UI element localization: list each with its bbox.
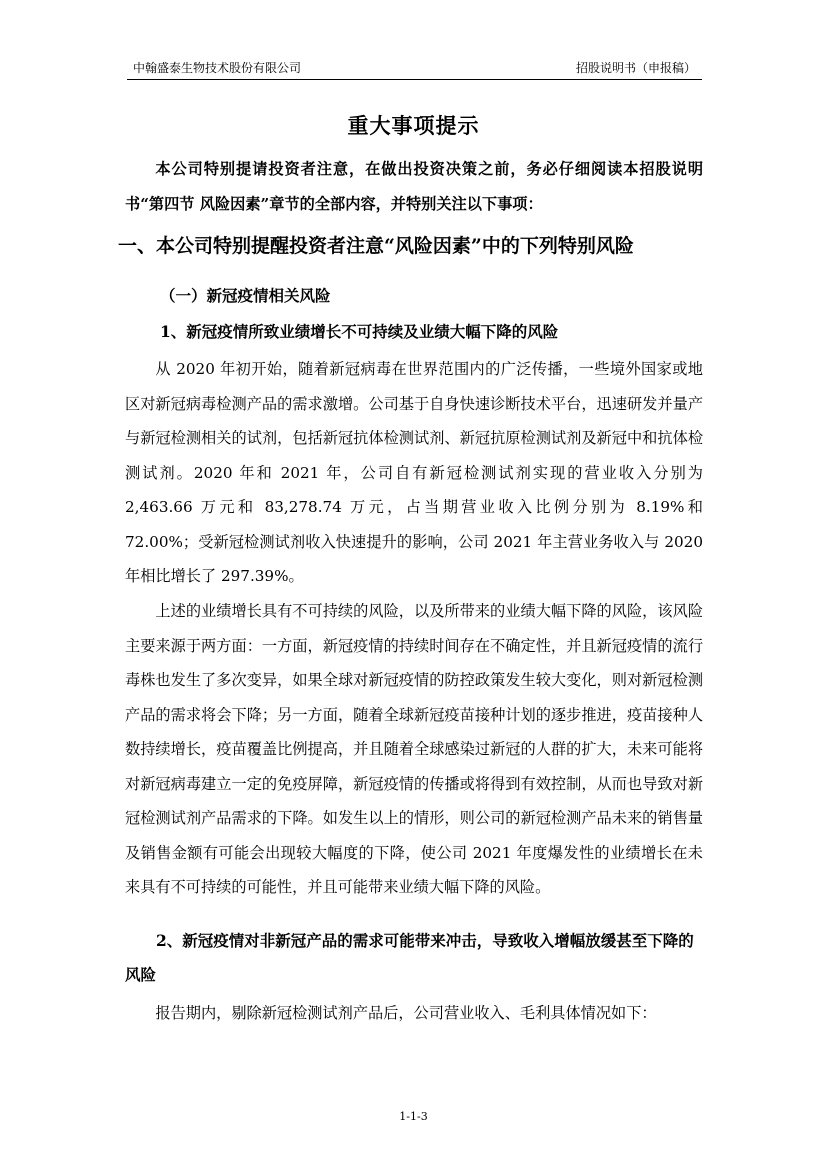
section-heading-1: 一、本公司特别提醒投资者注意“风险因素”中的下列特别风险 bbox=[118, 235, 634, 257]
item1-heading: 1、新冠疫情所致业绩增长不可持续及业绩大幅下降的风险 bbox=[160, 322, 559, 341]
item2-heading-block bbox=[125, 924, 703, 992]
header-company-name: 中翰盛泰生物技术股份有限公司 bbox=[133, 61, 302, 75]
page-header bbox=[127, 57, 702, 80]
page-number: 1-1-3 bbox=[399, 1110, 428, 1123]
item1-paragraph-2-block bbox=[125, 594, 703, 905]
header-document-type: 招股说明书（申报稿） bbox=[575, 61, 696, 75]
item2-paragraph-1: 报告期内，剔除新冠检测试剂产品后，公司营业收入、毛利具体情况如下： bbox=[155, 1004, 657, 1022]
item1-paragraph-2: 上述的业绩增长具有不可持续的风险，以及所带来的业绩大幅下降的风险，该风险主要来源于两方面：一方面，新冠疫情的持续时间存在不确定性，并且新冠疫情的流行毒株也发生了多次变异，如果全球对新冠疫情的防控政策发生较大变化，则对新冠检测产品的需求将会下降；另一方面，随着全球新冠疫苗接种计划的逐步推进，疫苗接种人数持续增长，疫苗覆盖比例提高，并且随着全球感染过新冠的人群的扩大，未来可能将对新冠病毒建立一定的免疫屏障，新冠疫情的传播或将得到有效控制，从而也导致对新冠检测试剂产品需求的下降。如发生以上的情形，则公司的新冠检测产品未来的销售量及销售金额有可能会出现较大幅度的下降，使公司 2021 年度爆发性的业绩增长在未来具有不可持续的可能性，并且可能带来业绩大幅下降的风险。 bbox=[125, 602, 703, 896]
item1-heading-block bbox=[160, 315, 705, 349]
item2-heading: 2、新冠疫情对非新冠产品的需求可能带来冲击，导致收入增幅放缓甚至下降的风险 bbox=[125, 931, 694, 984]
item1-paragraph-1-block bbox=[125, 352, 703, 594]
intro-paragraph: 本公司特别提请投资者注意，在做出投资决策之前，务必仔细阅读本招股说明书“第四节 风险因素”章节的全部内容，并特别关注以下事项： bbox=[125, 160, 703, 213]
page-title: 重大事项提示 bbox=[347, 113, 480, 138]
item1-paragraph-1: 从 2020 年初开始，随着新冠病毒在世界范围内的广泛传播，一些境外国家或地区对新冠病毒检测产品的需求激增。公司基于自身快速诊断技术平台，迅速研发并量产与新冠检测相关的试剂，包括新冠抗体检测试剂、新冠抗原检测试剂及新冠中和抗体检测试剂。2020 年和 2021 年，公司自有新冠检测试剂实现的营业收入分别为 2,463.66 万元和 83,278.74 万元，占当期营业收入比例分别为 8.19%和 72.00%；受新冠检测试剂收入快速提升的影响，公司 2021 年主营业务收入与 2020 年相比增长了 297.39%。 bbox=[125, 360, 703, 585]
intro-block bbox=[125, 152, 703, 221]
item2-paragraph-1-block bbox=[125, 996, 703, 1031]
subsection-heading-covid-risk: （一）新冠疫情相关风险 bbox=[160, 286, 331, 305]
